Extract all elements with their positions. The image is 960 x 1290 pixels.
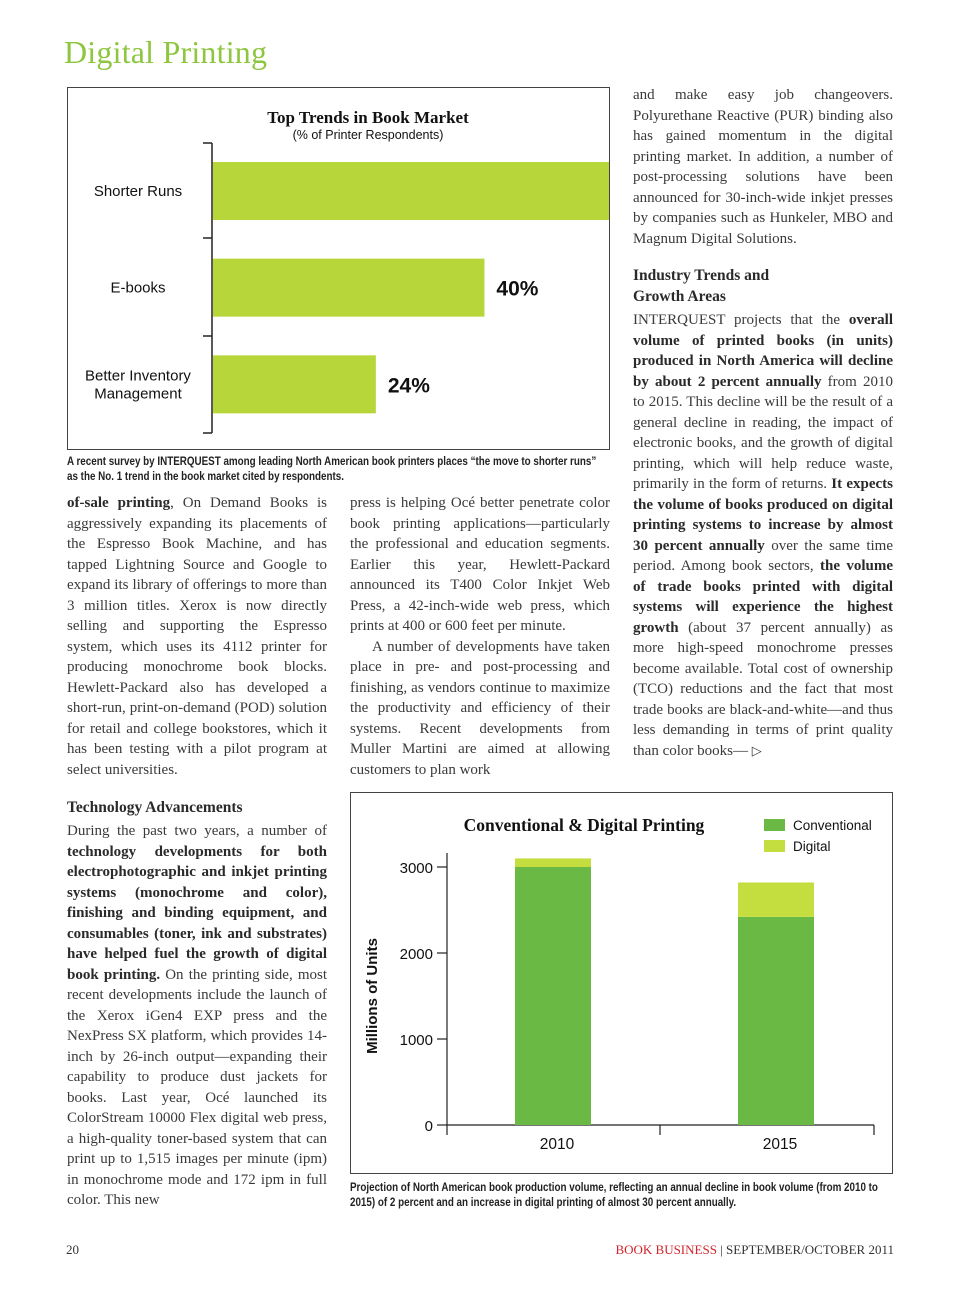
page-number: 20 <box>66 1242 79 1257</box>
heading-line-2: Growth Areas <box>633 288 726 305</box>
y-tick-label: 2000 <box>399 946 433 963</box>
bar-e-books <box>213 259 484 317</box>
bold-text: It expects the volume of books produced on digital printing systems to increase by almost 30 percent annually <box>633 476 893 554</box>
body-text: over the same time period. Among book sectors, <box>633 537 893 574</box>
footer-separator: | <box>720 1242 723 1257</box>
top-trends-chart <box>68 88 609 449</box>
legend-label-conventional: Conventional <box>793 818 872 833</box>
paragraph-espresso <box>67 493 327 780</box>
bold-text: the volume of trade books printed with digital systems will experience the highest growth <box>633 558 893 636</box>
top-trends-chart-box <box>67 87 610 450</box>
y-tick-label: 3000 <box>399 860 433 877</box>
industry-trends-heading <box>633 265 893 307</box>
bar-conventional-2015 <box>738 917 814 1125</box>
paragraph-technology <box>67 821 327 1211</box>
top-trends-caption: A recent survey by INTERQUEST among leading North American book printers places “the move to shorter runs” as the No. 1 trend in the book market cited by respondents. <box>67 456 597 483</box>
continue-arrow-icon: ▷ <box>751 742 762 758</box>
printing-chart-box <box>350 792 893 1174</box>
category-label: Management <box>94 385 182 403</box>
printing-caption: Projection of North American book production volume, reflecting an annual decline in book volume (from 2010 to 2015) of 2 percent and an increase in digital printing of almost 30 percent annually. <box>350 1182 878 1209</box>
body-text: from 2010 to 2015. This decline will be the result of a general decline in reading, the impact of electronic books, and the growth of digital printing, which will help reduce waste, primarily in the form of returns. <box>633 373 893 492</box>
x-tick-label: 2015 <box>762 1136 798 1153</box>
paragraph-interquest <box>633 310 893 761</box>
column-1-bottom <box>67 797 327 1211</box>
legend-swatch-conventional <box>764 819 785 831</box>
data-label: 24% <box>387 374 430 398</box>
paragraph-developments: A number of developments have taken place in pre- and post-processing and finishing, as vendors continue to maximize the productivity and efficiency of their systems. Recent developments from Muller Martini are aimed at allowing customers to plan work <box>350 638 610 778</box>
heading-line-1: Industry Trends and <box>633 267 770 284</box>
y-axis-label: Millions of Units <box>364 938 381 1054</box>
footer-masthead <box>615 1242 894 1258</box>
x-tick-label: 2010 <box>539 1136 575 1153</box>
footer-brand: BOOK BUSINESS <box>615 1242 717 1257</box>
data-label: 40% <box>496 277 539 301</box>
bold-text: overall volume of printed books (in units) produced in North America will decline by about 2 percent annually <box>633 312 893 390</box>
paragraph-oce: press is helping Océ better penetrate color book printing applications—particularly the professional and education segments. Earlier this year, Hewlett-Packard announced its T400 Color Inkjet Web Press, a 42-inch-wide web press, which prints at 400 or 600 feet per minute. <box>350 495 610 634</box>
column-1-top <box>67 493 327 780</box>
bold-text: technology developments for both electrophotographic and inkjet printing systems (monochrome and color), finishing and binding equipment, and consumables (toner, ink and substrates) have helped fuel the growth of digital book printing. <box>67 843 327 983</box>
bar-digital-2010 <box>515 858 591 867</box>
bar-shorter-runs <box>213 162 609 220</box>
chart-title: Top Trends in Book Market <box>267 108 469 127</box>
column-3 <box>633 85 893 761</box>
printing-chart <box>351 793 892 1173</box>
body-text: On the printing side, most recent developments include the launch of the Xerox iGen4 EXP press and the NexPress SX platform, which provides 14-inch by 26-inch output—expanding their capability to produce dust jackets for books. Last year, Océ launched its ColorStream 10000 Flex digital web press, a high-quality toner-based system that can print up to 1,515 images per minute (ipm) in monochrome mode and 172 ipm in full color. This new <box>67 966 327 1208</box>
category-label: E-books <box>110 279 166 297</box>
chart-title: Conventional & Digital Printing <box>463 815 705 835</box>
section-title: Digital Printing <box>64 34 268 70</box>
category-label: Better Inventory <box>85 367 191 385</box>
body-text: , On Demand Books is aggressively expanding its placements of the Espresso Book Machine, and has tapped Lightning Source and Google to expand its library of offerings to more than 3 million titles. Xerox is now directly selling and supporting the Espresso system, which uses its 4112 printer for producing monochrome book blocks. Hewlett-Packard also has developed a short-run, print-on-demand (POD) solution for retail and college bookstores, which it has been testing with a pilot program at select universities. <box>67 495 328 778</box>
column-2 <box>350 493 610 780</box>
y-tick-label: 1000 <box>399 1032 433 1049</box>
chart-subtitle: (% of Printer Respondents) <box>292 128 444 142</box>
legend-swatch-digital <box>764 840 785 852</box>
y-tick-label: 0 <box>424 1118 433 1135</box>
legend-label-digital: Digital <box>793 839 831 854</box>
category-label: Shorter Runs <box>93 183 183 200</box>
technology-advancements-heading: Technology Advancements <box>67 799 243 816</box>
footer-date: SEPTEMBER/OCTOBER 2011 <box>726 1242 894 1257</box>
bar-conventional-2010 <box>515 867 591 1125</box>
bar-digital-2015 <box>738 882 814 916</box>
paragraph-pur: and make easy job changeovers. Polyurethane Reactive (PUR) binding also has gained momentum in the digital printing market. In addition, a number of post-processing solutions have been announced for 30-inch-wide inkjet presses by companies such as Hunkeler, MBO and Magnum Digital Solutions. <box>633 87 893 247</box>
body-text: (about 37 percent annually) as more high-speed monochrome presses become available. Total cost of ownership (TCO) reductions and the fact that most trade books are black-and-white—and thus less demanding in terms of print quality than color books— <box>633 619 893 759</box>
body-text: During the past two years, a number of <box>67 823 327 839</box>
body-text: INTERQUEST projects that the <box>633 312 849 328</box>
bold-text: of-sale printing <box>67 495 171 511</box>
bar-better-inventory-management <box>213 355 376 413</box>
